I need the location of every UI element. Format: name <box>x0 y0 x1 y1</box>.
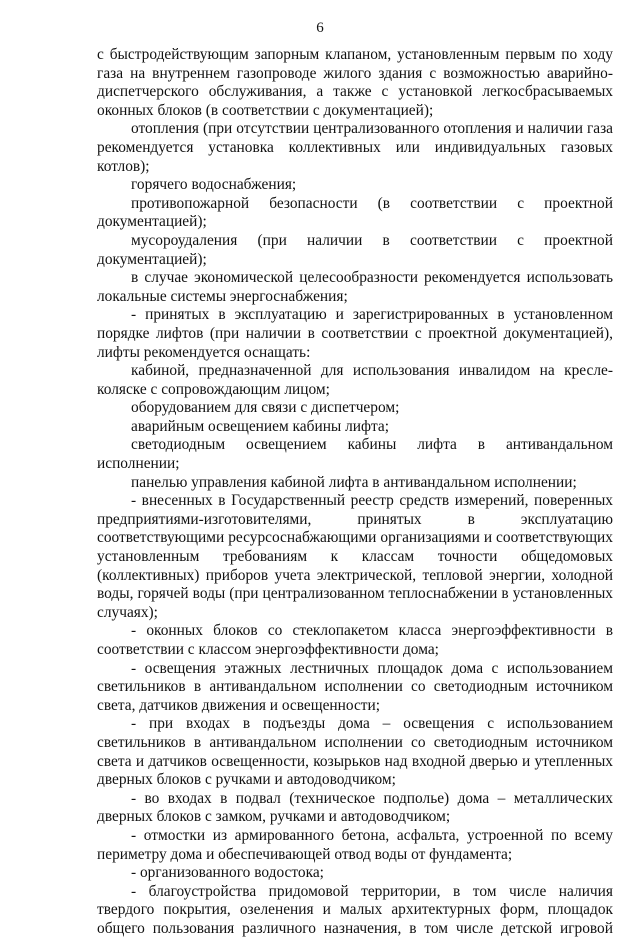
page-number: 6 <box>316 20 324 36</box>
paragraph-waste-disposal: мусороудаления (при наличии в соответствии с проектной документацией); <box>97 231 613 268</box>
paragraph-control-panel: панелью управления кабиной лифта в антивандальном исполнении; <box>131 473 577 491</box>
paragraph-elevator-cabin: кабиной, предназначенной для использования инвалидом на кресле-коляске с сопровождающим лицом; <box>97 362 613 398</box>
paragraph-led-lighting: светодиодным освещением кабины лифта в антивандальном исполнении; <box>97 436 613 473</box>
paragraph-entrance-lighting: - при входах в подъезды дома – освещения с использованием светильников в антивандальном исполнении со светодиодным источником света и датчиков освещенности, козырьков над входной дверью и утепленных дверных блоков с ручками и автодоводчиком; <box>97 715 613 789</box>
paragraph-landscaping: - благоустройства придомовой территории, в том числе наличия твердого покрытия, озеленения и малых архитектурных форм, площадок общего пользования различного назначения, в том числе детской игровой <box>97 882 613 937</box>
paragraph-hot-water: горячего водоснабжения; <box>131 176 297 194</box>
paragraph-elevators: - принятых в эксплуатацию и зарегистрированных в установленном порядке лифтов (при наличии в соответствии с проектной документацией), лифты рекомендуется оснащать: <box>97 306 613 361</box>
paragraph-dispatcher-link: оборудованием для связи с диспетчером; <box>131 399 400 417</box>
paragraph-local-energy: в случае экономической целесообразности рекомендуется использовать локальные системы энергоснабжения; <box>97 269 613 305</box>
paragraph-blind-area: - отмостки из армированного бетона, асфальта, устроенной по всему периметру дома и обеспечивающей отвод воды от фундамента; <box>97 826 613 863</box>
paragraph-window-blocks: - оконных блоков со стеклопакетом класса энергоэффективности в соответствии с классом энергоэффективности дома; <box>97 622 613 658</box>
document-body <box>97 46 613 939</box>
paragraph-stair-lighting: - освещения этажных лестничных площадок дома с использованием светильников в антивандальном исполнении со светодиодным источником света, датчиков движения и освещенности; <box>97 659 613 714</box>
paragraph-drainage: - организованного водостока; <box>131 864 324 882</box>
paragraph-basement-doors: - во входах в подвал (техническое подполье) дома – металлических дверных блоков с замком, ручками и автодоводчиком; <box>97 789 613 826</box>
paragraph-metering-devices: - внесенных в Государственный реестр средств измерений, поверенных предприятиями-изготовителями, принятых в эксплуатацию соответствующими ресурсоснабжающими организациями и соответствующих установленным требованиям к классам точности общедомовых (коллективных) приборов учета электрической, тепловой энергии, холодной воды, горячей воды (при централизованном теплоснабжении в установленных случаях); <box>97 492 613 621</box>
paragraph-emergency-lighting: аварийным освещением кабины лифта; <box>131 417 390 435</box>
paragraph-heating: отопления (при отсутствии централизованного отопления и наличии газа рекомендуется установка коллективных или индивидуальных газовых котлов); <box>97 120 613 175</box>
paragraph-gas-valve: с быстродействующим запорным клапаном, установленным первым по ходу газа на внутреннем газопроводе жилого здания с возможностью аварийно-диспетчерского обслуживания, а также с установкой легкосбрасываемых оконных блоков (в соответствии с документацией); <box>97 46 613 119</box>
paragraph-fire-safety: противопожарной безопасности (в соответствии с проектной документацией); <box>97 194 613 231</box>
